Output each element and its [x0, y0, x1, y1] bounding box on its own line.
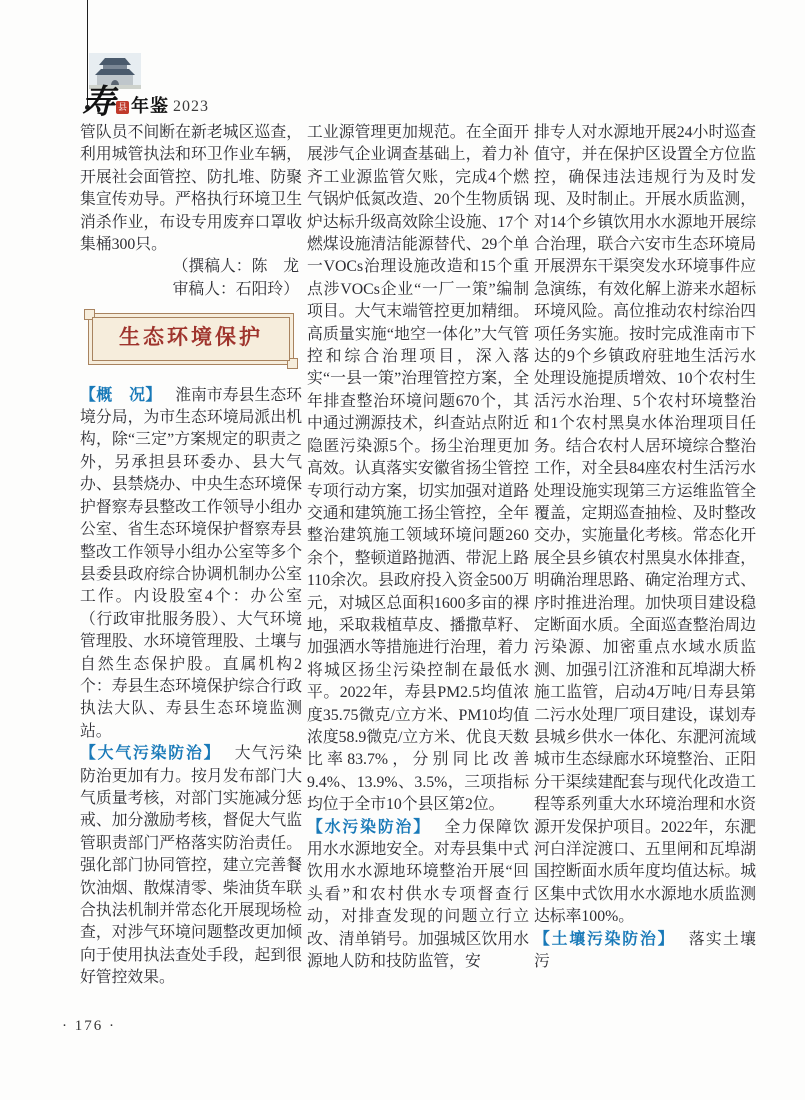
- logo-calligraphy-shou: 寿: [82, 85, 115, 121]
- section-title-box: [88, 313, 294, 364]
- overview-entry-label: 【概 况】: [80, 386, 162, 404]
- yearbook-logo: [82, 82, 209, 120]
- air-pollution-entry-label: 【大气污染防治】: [80, 745, 222, 763]
- section-title-box-inner: [92, 317, 290, 360]
- air-pollution-entry: [80, 743, 302, 989]
- page-number: · 176 ·: [62, 1018, 116, 1034]
- water-pollution-entry: [307, 817, 529, 974]
- credit-reviewer-line: 审稿人：石阳玲）: [172, 280, 299, 298]
- logo-year: 2023: [173, 98, 209, 115]
- text-column-2: [307, 122, 529, 973]
- soil-pollution-entry-label: 【土壤污染防治】: [534, 930, 676, 948]
- water-pollution-continued-text: 排专人对水源地开展24小时巡查值守，并在保护区设置全方位监控，确保违法违规行为及时发现、及时制止。开展水质监测，对14个乡镇饮用水水源地开展综合治理，联合六安市生态环境局开展淠东干渠突发水环境事件应急演练，有效化解上游来水超标环境风险。高位推动农村综治四项任务实施。按时完成淮南市下达的9个乡镇政府驻地生活污水处理设施提质增效、10个农村生活污水治理、5个农村环境整治和1个农村黑臭水体治理项目任务。结合农村人居环境综合整治工作，对全县84座农村生活污水处理设施实现第三方运维监管全覆盖，定期巡查抽检、及时整改交办，实施量化考核。常态化开展全县乡镇农村黑臭水体排查，明确治理思路、确定治理方式、序时推进治理。加快项目建设稳定断面水质。全面巡查整治周边污染源、加密重点水域水质监测、加强引江济淮和瓦埠湖大桥施工监管，启动4万吨/日寿县第二污水处理厂项目建设，谋划寿县城乡供水一体化、东淝河流域城市生态绿廊水环境整治、正阳分干渠续建配套与现代化改造工程等系列重大水环境治理和水资源开发保护项目。2022年，东淝河白洋淀渡口、五里闸和瓦埠湖国控断面水质年度均值达标。城区集中式饮用水水源地水质监测达标率100%。: [534, 124, 756, 926]
- water-pollution-entry-text: 全力保障饮用水水源地安全。对寿县集中式饮用水水源地环境整治开展“回头看”和农村供水专项督查行动，对排查发现的问题立行立改、清单销号。加强城区饮用水源地人防和技防监管，安: [307, 818, 529, 971]
- overview-entry: [80, 385, 302, 744]
- soil-pollution-entry: [534, 929, 756, 974]
- logo-title: 年鉴: [131, 96, 169, 116]
- water-pollution-entry-label: 【水污染防治】: [307, 818, 431, 836]
- red-seal-icon: 县: [117, 102, 127, 112]
- air-pollution-continued-text: 工业源管理更加规范。在全面开展涉气企业调查基础上，着力补齐工业源监管欠账，完成4个燃气锅炉低氮改造、20个生物质锅炉达标升级高效除尘设施、17个燃煤设施清洁能源替代、29个单一VOCs治理设施改造和15个重点涉VOCs企业“一厂一策”编制项目。大气末端管控更加精细。高质量实施“地空一体化”大气管控和综合治理项目，深入落实“一县一策”治理管控方案，全年排查整治环境问题670个，其中通过溯源技术，纠查站点附近隐匿污染源5个。扬尘治理更加高效。认真落实安徽省扬尘管控专项行动方案，切实加强对道路交通和建筑施工扬尘管控，全年整治建筑施工领域环境问题260余个，整顿道路抛洒、带泥上路110余次。县政府投入资金500万元，对城区总面积1600多亩的裸地，采取栽植草皮、播撒草籽、加强洒水等措施进行治理，着力将城区扬尘污染控制在最低水平。2022年，寿县PM2.5均值浓度35.75微克/立方米、PM10均值浓度58.9微克/立方米、优良天数比率83.7%，分别同比改善9.4%、13.9%、3.5%，三项指标均位于全市10个县区第2位。: [307, 124, 529, 814]
- overview-entry-text: 淮南市寿县生态环境分局，为市生态环境局派出机构，除“三定”方案规定的职责之外，另承担县环委办、县大气办、县禁烧办、中央生态环境保护督察寿县整改工作领导小组办公室、省生态环境保护督察寿县整改工作领导小组办公室等多个县委县政府综合协调机制办公室工作。内设股室4个：办公室（行政审批服务股）、大气环境管理股、水环境管理股、土壤与自然生态保护股。直属机构2个：寿县生态环境保护综合行政执法大队、寿县生态环境监测站。: [80, 386, 302, 740]
- text-column-3: [534, 122, 756, 973]
- credit-author-line: （撰稿人：陈 龙: [172, 258, 299, 276]
- air-pollution-entry-text: 大气污染防治更加有力。按月发布部门大气质量考核，对部门实施减分惩戒、加分激励考核，督促大气监管职责部门严格落实防治责任。强化部门协同管控，建立完善餐饮油烟、散煤清零、柴油货车联合执法机制并常态化开展现场检查，对涉气环境问题整改更加倾向于使用执法查处手段，起到很好管控效果。: [80, 745, 302, 987]
- section-title: 生态环境保护: [119, 326, 263, 350]
- text-column-1: [80, 122, 302, 990]
- paragraph-continuation: 管队员不间断在新老城区巡查，利用城管执法和环卫作业车辆，开展社会面管控、防扎堆、防聚集宣传劝导。严格执行环境卫生消杀作业，布设专用废弃口罩收集桶300只。: [80, 124, 302, 254]
- soil-pollution-entry-text: 落实土壤污: [534, 930, 756, 971]
